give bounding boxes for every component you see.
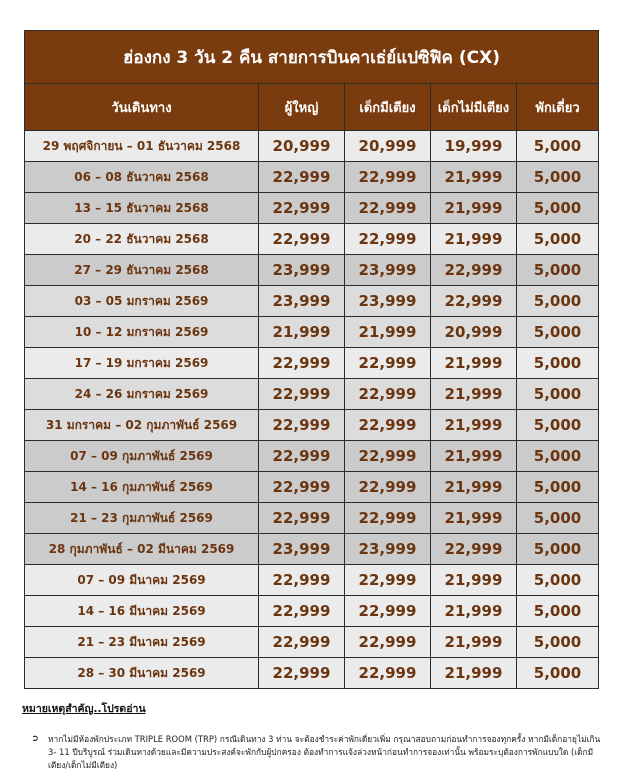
travel-date-cell: 17 – 19 มกราคม 2569	[25, 348, 259, 379]
travel-date-cell: 03 – 05 มกราคม 2569	[25, 286, 259, 317]
travel-date-cell: 31 มกราคม – 02 กุมภาพันธ์ 2569	[25, 410, 259, 441]
table-row	[25, 472, 599, 503]
adult-price-cell: 20,999	[259, 131, 345, 162]
child-bed-price-cell: 22,999	[345, 224, 431, 255]
single-supplement-cell: 5,000	[517, 224, 599, 255]
single-supplement-cell: 5,000	[517, 317, 599, 348]
adult-price-cell: 23,999	[259, 255, 345, 286]
single-supplement-cell: 5,000	[517, 658, 599, 689]
note-item	[22, 733, 602, 772]
child-nobed-price-cell: 20,999	[431, 317, 517, 348]
child-nobed-price-cell: 21,999	[431, 503, 517, 534]
table-row	[25, 348, 599, 379]
single-supplement-cell: 5,000	[517, 131, 599, 162]
header-child-no-bed: เด็กไม่มีเตียง	[431, 84, 517, 131]
table-row	[25, 441, 599, 472]
single-supplement-cell: 5,000	[517, 162, 599, 193]
travel-date-cell: 24 – 26 มกราคม 2569	[25, 379, 259, 410]
child-nobed-price-cell: 22,999	[431, 255, 517, 286]
travel-date-cell: 29 พฤศจิกายน – 01 ธันวาคม 2568	[25, 131, 259, 162]
child-bed-price-cell: 22,999	[345, 441, 431, 472]
travel-date-cell: 20 – 22 ธันวาคม 2568	[25, 224, 259, 255]
child-bed-price-cell: 22,999	[345, 658, 431, 689]
travel-date-cell: 13 – 15 ธันวาคม 2568	[25, 193, 259, 224]
child-nobed-price-cell: 22,999	[431, 286, 517, 317]
child-bed-price-cell: 22,999	[345, 565, 431, 596]
single-supplement-cell: 5,000	[517, 472, 599, 503]
single-supplement-cell: 5,000	[517, 441, 599, 472]
child-bed-price-cell: 22,999	[345, 627, 431, 658]
single-supplement-cell: 5,000	[517, 627, 599, 658]
adult-price-cell: 23,999	[259, 286, 345, 317]
child-nobed-price-cell: 22,999	[431, 534, 517, 565]
table-row	[25, 317, 599, 348]
header-travel-date: วันเดินทาง	[25, 84, 259, 131]
child-bed-price-cell: 22,999	[345, 596, 431, 627]
child-nobed-price-cell: 21,999	[431, 472, 517, 503]
single-supplement-cell: 5,000	[517, 379, 599, 410]
single-supplement-cell: 5,000	[517, 596, 599, 627]
adult-price-cell: 22,999	[259, 596, 345, 627]
child-bed-price-cell: 21,999	[345, 317, 431, 348]
table-row	[25, 627, 599, 658]
travel-date-cell: 10 – 12 มกราคม 2569	[25, 317, 259, 348]
child-bed-price-cell: 22,999	[345, 193, 431, 224]
adult-price-cell: 22,999	[259, 224, 345, 255]
adult-price-cell: 22,999	[259, 503, 345, 534]
notes-title: หมายเหตุสำคัญ..โปรดอ่าน	[22, 703, 146, 715]
child-nobed-price-cell: 21,999	[431, 565, 517, 596]
adult-price-cell: 22,999	[259, 627, 345, 658]
table-row	[25, 131, 599, 162]
single-supplement-cell: 5,000	[517, 534, 599, 565]
table-row	[25, 193, 599, 224]
single-supplement-cell: 5,000	[517, 503, 599, 534]
travel-date-cell: 21 – 23 กุมภาพันธ์ 2569	[25, 503, 259, 534]
child-bed-price-cell: 22,999	[345, 379, 431, 410]
travel-date-cell: 28 กุมภาพันธ์ – 02 มีนาคม 2569	[25, 534, 259, 565]
adult-price-cell: 22,999	[259, 565, 345, 596]
travel-date-cell: 27 – 29 ธันวาคม 2568	[25, 255, 259, 286]
child-nobed-price-cell: 21,999	[431, 379, 517, 410]
travel-date-cell: 06 – 08 ธันวาคม 2568	[25, 162, 259, 193]
child-nobed-price-cell: 21,999	[431, 224, 517, 255]
child-nobed-price-cell: 21,999	[431, 596, 517, 627]
table-row	[25, 596, 599, 627]
header-adult: ผู้ใหญ่	[259, 84, 345, 131]
single-supplement-cell: 5,000	[517, 255, 599, 286]
table-title: ฮ่องกง 3 วัน 2 คืน สายการบินคาเธ่ย์แปซิฟิค (CX)	[25, 31, 599, 84]
table-row	[25, 503, 599, 534]
single-supplement-cell: 5,000	[517, 193, 599, 224]
child-bed-price-cell: 22,999	[345, 162, 431, 193]
adult-price-cell: 22,999	[259, 379, 345, 410]
price-table-body	[25, 131, 599, 689]
travel-date-cell: 07 – 09 กุมภาพันธ์ 2569	[25, 441, 259, 472]
table-row	[25, 565, 599, 596]
adult-price-cell: 22,999	[259, 441, 345, 472]
child-nobed-price-cell: 21,999	[431, 410, 517, 441]
single-supplement-cell: 5,000	[517, 410, 599, 441]
table-row	[25, 162, 599, 193]
adult-price-cell: 21,999	[259, 317, 345, 348]
child-bed-price-cell: 22,999	[345, 472, 431, 503]
child-bed-price-cell: 22,999	[345, 503, 431, 534]
single-supplement-cell: 5,000	[517, 348, 599, 379]
child-bed-price-cell: 22,999	[345, 410, 431, 441]
child-nobed-price-cell: 19,999	[431, 131, 517, 162]
travel-date-cell: 07 – 09 มีนาคม 2569	[25, 565, 259, 596]
single-supplement-cell: 5,000	[517, 286, 599, 317]
child-nobed-price-cell: 21,999	[431, 441, 517, 472]
table-row	[25, 410, 599, 441]
adult-price-cell: 22,999	[259, 162, 345, 193]
adult-price-cell: 22,999	[259, 658, 345, 689]
child-bed-price-cell: 23,999	[345, 255, 431, 286]
notes-section	[22, 700, 602, 772]
child-bed-price-cell: 23,999	[345, 534, 431, 565]
arrow-bullet-icon: ➲	[31, 734, 39, 744]
table-row	[25, 379, 599, 410]
child-nobed-price-cell: 21,999	[431, 658, 517, 689]
adult-price-cell: 22,999	[259, 472, 345, 503]
child-nobed-price-cell: 21,999	[431, 162, 517, 193]
note-text: หากไม่มีห้องพักประเภท TRIPLE ROOM (TRP) กรณีเดินทาง 3 ท่าน จะต้องชำระค่าพักเดี่ยวเพิ่ม กรุณาสอบถามก่อนทำการจองทุกครั้ง หากมีเด็กอายุไม่เกิน 3- 11 ปีบริบูรณ์ ร่วมเดินทางด้วยและมีความประสงค์จะพักกับผู้ปกครอง ต้องทำการแจ้งล่วงหน้าก่อนทำการจองเท่านั้น พร้อมระบุต้องการพักแบบใด (เด็กมีเตียง/เด็กไม่มีเตียง)	[48, 734, 601, 771]
child-bed-price-cell: 23,999	[345, 286, 431, 317]
header-child-with-bed: เด็กมีเตียง	[345, 84, 431, 131]
travel-date-cell: 14 – 16 กุมภาพันธ์ 2569	[25, 472, 259, 503]
adult-price-cell: 23,999	[259, 534, 345, 565]
single-supplement-cell: 5,000	[517, 565, 599, 596]
table-row	[25, 658, 599, 689]
table-row	[25, 286, 599, 317]
header-single-supplement: พักเดี่ยว	[517, 84, 599, 131]
child-nobed-price-cell: 21,999	[431, 193, 517, 224]
child-bed-price-cell: 22,999	[345, 348, 431, 379]
adult-price-cell: 22,999	[259, 348, 345, 379]
child-nobed-price-cell: 21,999	[431, 348, 517, 379]
travel-date-cell: 14 – 16 มีนาคม 2569	[25, 596, 259, 627]
travel-date-cell: 21 – 23 มีนาคม 2569	[25, 627, 259, 658]
adult-price-cell: 22,999	[259, 410, 345, 441]
travel-date-cell: 28 – 30 มีนาคม 2569	[25, 658, 259, 689]
table-row	[25, 224, 599, 255]
table-row	[25, 534, 599, 565]
price-table-container	[24, 30, 598, 689]
price-table	[24, 30, 599, 689]
table-row	[25, 255, 599, 286]
adult-price-cell: 22,999	[259, 193, 345, 224]
child-nobed-price-cell: 21,999	[431, 627, 517, 658]
child-bed-price-cell: 20,999	[345, 131, 431, 162]
